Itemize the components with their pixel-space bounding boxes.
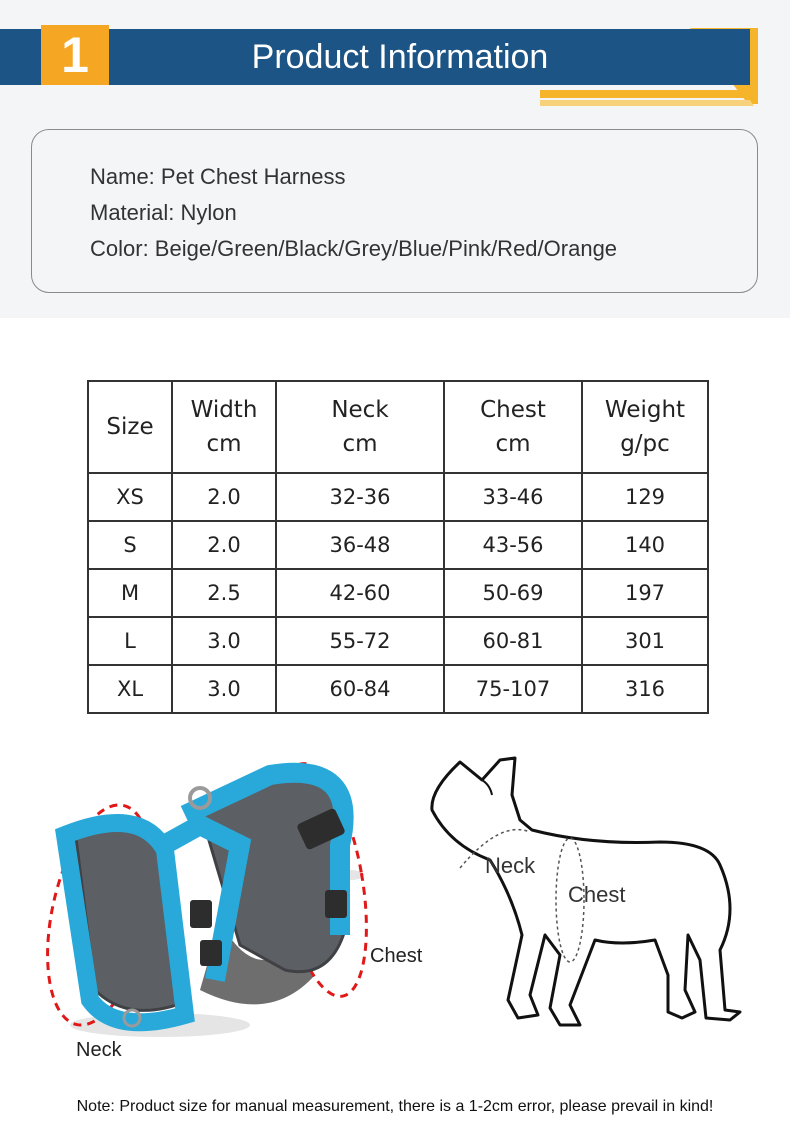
cell-size: XL	[88, 665, 172, 713]
cell-width: 2.5	[172, 569, 276, 617]
table-row	[88, 665, 708, 713]
table-header-row	[88, 381, 708, 473]
cell-size: S	[88, 521, 172, 569]
table-row	[88, 617, 708, 665]
page-title: Product Information	[251, 38, 549, 76]
header-weight: Weight g/pc	[582, 381, 708, 473]
header-width: Width cm	[172, 381, 276, 473]
cell-neck: 32-36	[276, 473, 444, 521]
cell-weight: 140	[582, 521, 708, 569]
measurement-note: Note: Product size for manual measurement, there is a 1-2cm error, please prevail in kind!	[76, 1098, 714, 1115]
cell-neck: 55-72	[276, 617, 444, 665]
harness-illustration	[40, 750, 430, 1070]
cell-size: M	[88, 569, 172, 617]
cell-chest: 43-56	[444, 521, 582, 569]
product-info-box	[31, 129, 758, 293]
cell-chest: 75-107	[444, 665, 582, 713]
cell-neck: 36-48	[276, 521, 444, 569]
dog-neck-label: Neck	[485, 853, 536, 878]
cell-width: 2.0	[172, 473, 276, 521]
cell-width: 3.0	[172, 665, 276, 713]
cell-weight: 301	[582, 617, 708, 665]
table-row	[88, 569, 708, 617]
product-material: Material: Nylon	[90, 200, 237, 225]
dog-measurement-diagram	[420, 750, 760, 1050]
cell-neck: 60-84	[276, 665, 444, 713]
header-banner	[0, 29, 750, 85]
product-colors: Color: Beige/Green/Black/Grey/Blue/Pink/Red/Orange	[90, 236, 618, 261]
header-size: Size	[88, 381, 172, 473]
cell-chest: 33-46	[444, 473, 582, 521]
table-row	[88, 521, 708, 569]
table-row	[88, 473, 708, 521]
cell-weight: 197	[582, 569, 708, 617]
cell-size: XS	[88, 473, 172, 521]
cell-neck: 42-60	[276, 569, 444, 617]
section-number-badge: 1	[41, 25, 109, 85]
header-chest: Chest cm	[444, 381, 582, 473]
cell-size: L	[88, 617, 172, 665]
cell-chest: 60-81	[444, 617, 582, 665]
cell-width: 3.0	[172, 617, 276, 665]
cell-weight: 129	[582, 473, 708, 521]
harness-chest-label: Chest	[370, 945, 423, 967]
product-name: Name: Pet Chest Harness	[90, 164, 346, 189]
size-chart-table	[87, 380, 709, 714]
cell-chest: 50-69	[444, 569, 582, 617]
cell-weight: 316	[582, 665, 708, 713]
dog-chest-label: Chest	[568, 882, 626, 907]
harness-neck-label: Neck	[76, 1039, 122, 1061]
header-neck: Neck cm	[276, 381, 444, 473]
cell-width: 2.0	[172, 521, 276, 569]
